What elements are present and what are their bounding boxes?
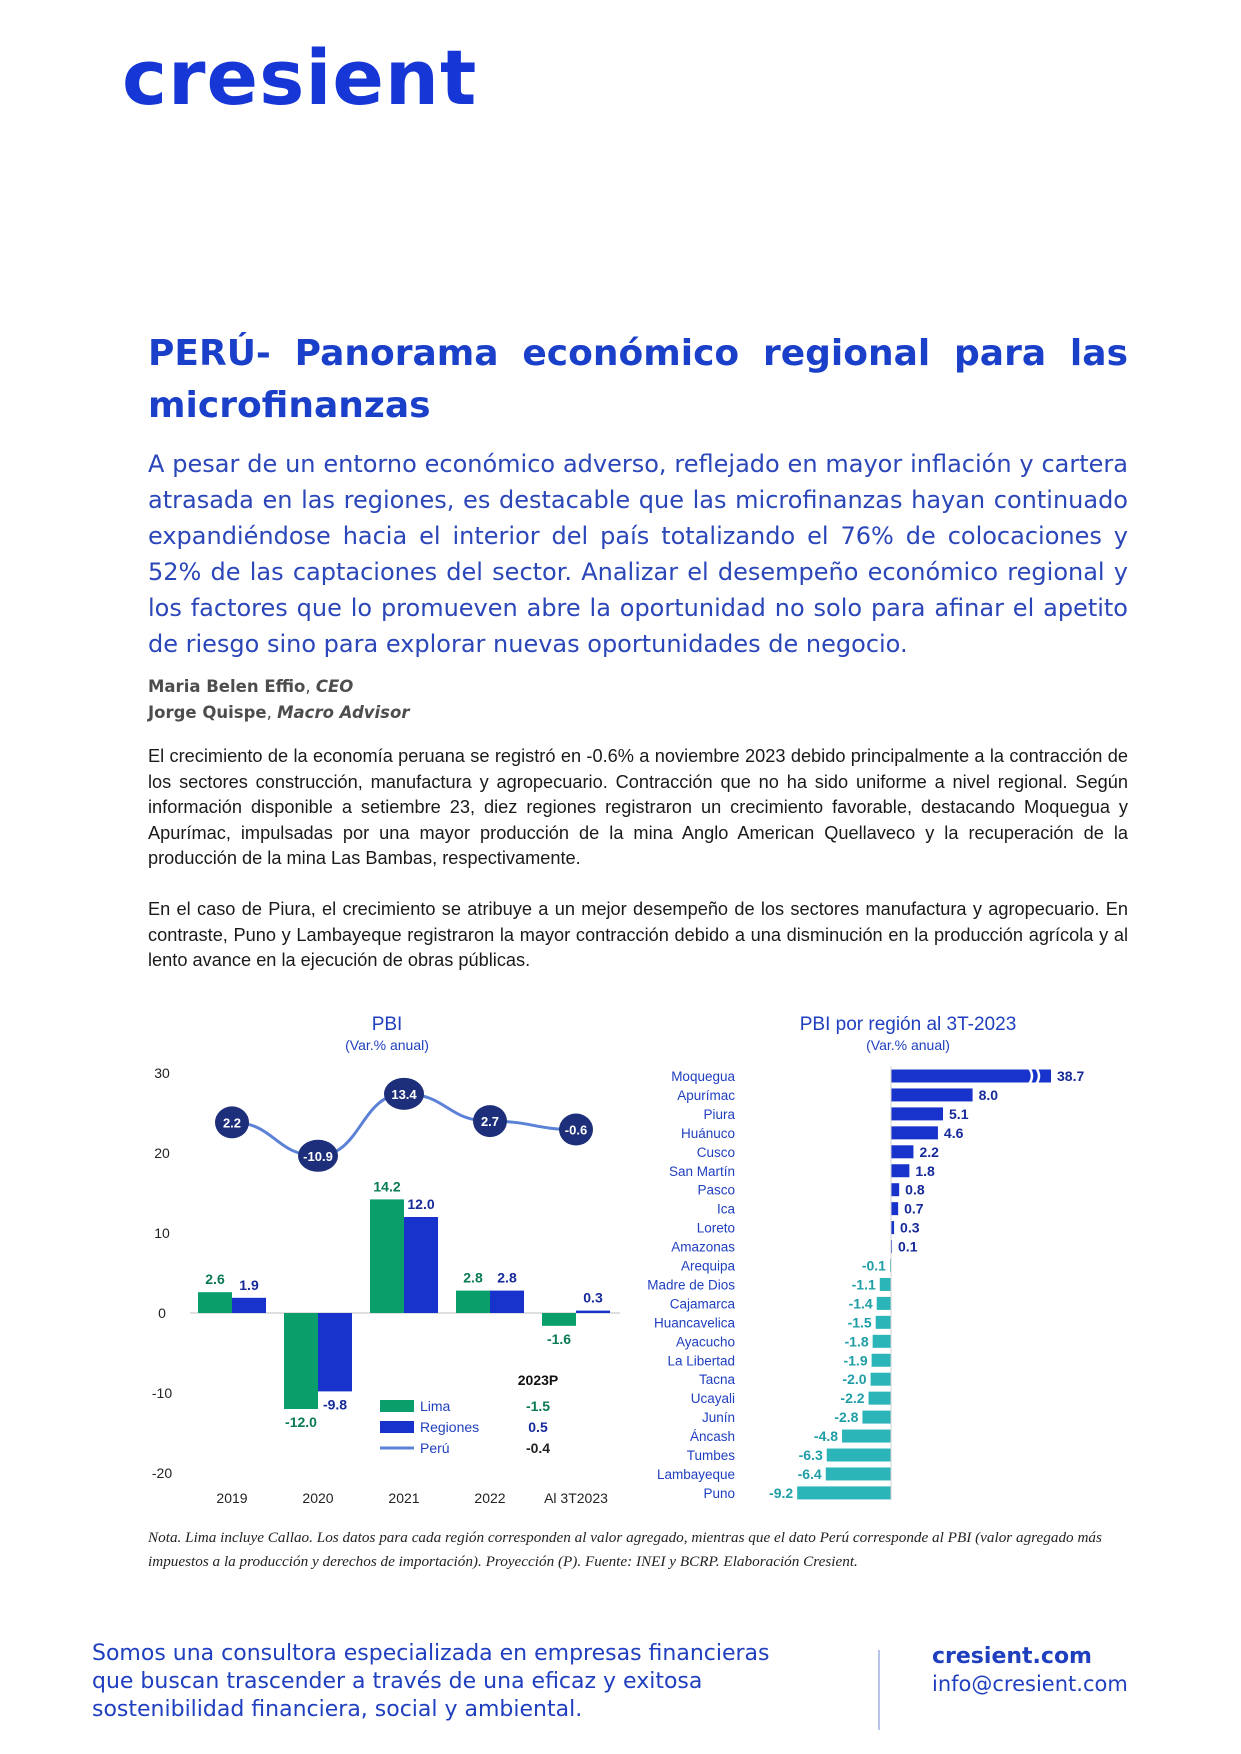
negative-bar: [826, 1467, 891, 1480]
footer-email-link[interactable]: info@cresient.com: [932, 1672, 1128, 1696]
region-label: San Martín: [668, 1163, 735, 1179]
author-role: CEO: [315, 677, 354, 696]
x-tick-label: 2022: [474, 1490, 506, 1506]
article-lead: A pesar de un entorno económico adverso, reflejado en mayor inflación y cartera atrasada en las regiones, es destacable que las microfinanzas hayan continuado expandiéndose hacia el interior del país totalizando el 76% de colocaciones y 52% de las captaciones del sector. Analizar el desempeño económico regional y los factores que lo promueven abre la oportunidad no solo para afinar el apetito de riesgo sino para explorar nuevas oportunidades de negocio.: [148, 450, 1128, 658]
y-tick-label: 0: [158, 1305, 166, 1321]
region-label: Moquegua: [671, 1069, 735, 1084]
region-data-label: 0.3: [900, 1219, 920, 1236]
positive-bar: [891, 1183, 899, 1196]
negative-bar: [871, 1373, 891, 1386]
regiones-data-label: -9.8: [322, 1396, 348, 1413]
author-name: Jorge Quispe: [148, 703, 267, 722]
peru-data-label: 2.2: [222, 1115, 242, 1131]
legend-value: -1.5: [525, 1398, 551, 1414]
lima-bar: [542, 1313, 576, 1326]
lima-bar: [198, 1292, 232, 1313]
positive-bar: [891, 1070, 1051, 1083]
region-label: Pasco: [697, 1182, 735, 1198]
chart-subtitle: (Var.% anual): [345, 1037, 429, 1053]
footer-website-link[interactable]: cresient.com: [932, 1644, 1092, 1669]
legend-swatch-lima: [380, 1400, 414, 1412]
region-label: Junín: [701, 1410, 735, 1426]
positive-bar: [891, 1164, 909, 1177]
region-label: Puno: [703, 1485, 735, 1501]
region-data-label: -1.4: [848, 1295, 873, 1312]
regiones-data-label: 2.8: [497, 1269, 517, 1286]
positive-bar: [891, 1088, 973, 1101]
regiones-bar: [404, 1217, 438, 1313]
negative-bar: [880, 1278, 891, 1291]
region-label: Ica: [716, 1201, 735, 1217]
regiones-bar: [490, 1291, 524, 1313]
region-label: Huánuco: [680, 1125, 735, 1141]
region-data-label: -6.3: [798, 1447, 823, 1463]
region-data-label: -2.0: [842, 1371, 867, 1388]
region-data-label: -6.4: [797, 1465, 822, 1482]
negative-bar: [869, 1392, 891, 1405]
region-label: Arequipa: [680, 1258, 735, 1274]
regiones-bar: [576, 1311, 610, 1313]
legend-value: 0.5: [528, 1419, 548, 1435]
negative-bar: [862, 1411, 891, 1424]
region-data-label: -1.9: [843, 1352, 868, 1369]
regional-pbi-chart: [640, 1000, 1120, 1520]
region-data-label: -1.1: [851, 1276, 876, 1293]
region-label: Amazonas: [671, 1239, 735, 1255]
negative-bar: [877, 1297, 891, 1310]
region-data-label: 0.1: [898, 1238, 918, 1255]
lima-bar: [284, 1313, 318, 1409]
body-paragraph-1: El crecimiento de la economía peruana se registró en -0.6% a noviembre 2023 debido principalmente a la contracción de los sectores construcción, manufactura y agropecuario. Contracción que no ha sido uniforme a nivel regional. Según información disponible a setiembre 23, diez regiones registraron un crecimiento favorable, destacando Moquegua y Apurímac, impulsadas por una mayor producción de la mina Anglo American Quellaveco y la recuperación de la producción de la mina Las Bambas, respectivamente.: [148, 746, 1128, 869]
region-data-label: 4.6: [943, 1124, 964, 1141]
chart-note: Nota. Lima incluye Callao. Los datos para cada región corresponden al valor agregado, mientras que el dato Perú corresponde al PBI (valor agregado más impuestos a la producción y derechos de importación). Proyección (P). Fuente: INEI y BCRP. Elaboración Cresient.: [148, 1529, 1102, 1570]
region-data-label: 8.0: [978, 1086, 999, 1103]
lima-data-label: 2.8: [463, 1269, 483, 1286]
lima-data-label: -1.6: [546, 1330, 572, 1347]
positive-bar: [891, 1145, 913, 1158]
peru-data-label: -10.9: [303, 1148, 333, 1164]
cresient-logo: cresient: [122, 33, 478, 122]
lima-data-label: 2.6: [205, 1271, 225, 1288]
positive-bar: [891, 1107, 943, 1120]
regiones-data-label: 1.9: [239, 1276, 259, 1293]
region-label: Madre de Dios: [647, 1277, 735, 1293]
footer-divider: [878, 1650, 880, 1730]
regiones-data-label: 12.0: [407, 1196, 435, 1212]
author-2: Jorge Quispe, Macro Advisor: [148, 703, 410, 722]
x-tick-label: 2021: [388, 1490, 420, 1506]
region-data-label: 2.2: [919, 1143, 939, 1160]
x-tick-label: 2019: [216, 1490, 248, 1506]
region-data-label: -1.8: [844, 1333, 869, 1350]
region-label: Lambayeque: [656, 1466, 735, 1482]
legend-header: 2023P: [517, 1372, 559, 1388]
region-label: Ayacucho: [675, 1334, 735, 1350]
y-tick-label: 30: [154, 1065, 170, 1081]
x-tick-label: Al 3T2023: [544, 1490, 608, 1506]
negative-bar: [876, 1316, 891, 1329]
chart-title: PBI: [371, 1014, 403, 1035]
legend-value: -0.4: [525, 1440, 551, 1456]
lima-data-label: 14.2: [373, 1178, 401, 1195]
region-data-label: -4.8: [813, 1428, 839, 1445]
positive-bar: [891, 1202, 898, 1215]
region-label: Apurímac: [677, 1087, 735, 1103]
negative-bar: [842, 1430, 891, 1443]
region-data-label: 38.7: [1057, 1068, 1085, 1084]
lima-bar: [370, 1199, 404, 1313]
region-data-label: 0.8: [905, 1181, 925, 1198]
y-tick-label: 20: [154, 1145, 170, 1161]
authors: [148, 674, 409, 726]
region-label: Cajamarca: [669, 1296, 735, 1312]
peru-data-label: 2.7: [480, 1114, 500, 1130]
lima-data-label: -12.0: [285, 1414, 317, 1430]
region-data-label: 0.7: [904, 1200, 924, 1217]
author-role: Macro Advisor: [277, 703, 410, 722]
chart-subtitle: (Var.% anual): [866, 1037, 950, 1053]
y-tick-label: 10: [154, 1225, 170, 1241]
author-name: Maria Belen Effio: [148, 677, 306, 696]
region-label: Ucayali: [690, 1391, 735, 1407]
peru-data-label: -0.6: [564, 1122, 588, 1138]
legend-label: Lima: [420, 1398, 451, 1414]
x-tick-label: 2020: [302, 1490, 334, 1506]
region-label: Huancavelica: [653, 1315, 735, 1331]
region-data-label: -9.2: [769, 1484, 794, 1501]
legend-label: Regiones: [420, 1419, 480, 1435]
region-data-label: -1.5: [847, 1314, 872, 1331]
region-label: Piura: [703, 1106, 735, 1122]
region-label: Tumbes: [686, 1448, 735, 1463]
body-paragraph-2: En el caso de Piura, el crecimiento se atribuye a un mejor desempeño de los sectores manufactura y agropecuario. En contraste, Puno y Lambayeque registraron la mayor contracción debido a una disminución en la producción agrícola y al lento avance en la ejecución de obras públicas.: [148, 899, 1128, 971]
region-label: Áncash: [689, 1429, 735, 1445]
peru-data-label: 13.4: [391, 1086, 417, 1102]
negative-bar: [797, 1486, 891, 1499]
positive-bar: [891, 1126, 938, 1139]
region-data-label: -0.1: [861, 1257, 886, 1274]
article-title: PERÚ- Panorama económico regional para las microfinanzas: [148, 333, 1128, 426]
y-tick-label: -10: [151, 1385, 173, 1401]
regiones-bar: [318, 1313, 352, 1391]
region-data-label: 5.1: [949, 1105, 969, 1122]
legend-label: Perú: [420, 1440, 450, 1456]
legend-swatch-regiones: [380, 1421, 414, 1433]
region-data-label: 1.8: [915, 1162, 935, 1179]
region-data-label: -2.8: [834, 1409, 859, 1426]
negative-bar: [872, 1354, 891, 1367]
region-label: Cusco: [696, 1144, 735, 1160]
negative-bar: [827, 1449, 891, 1462]
author-1: Maria Belen Effio, CEO: [148, 677, 354, 696]
lima-bar: [456, 1291, 490, 1313]
regiones-bar: [232, 1298, 266, 1313]
region-data-label: -2.2: [840, 1390, 865, 1407]
region-label: Tacna: [698, 1372, 735, 1388]
region-label: Loreto: [696, 1220, 735, 1236]
chart-title: PBI por región al 3T-2023: [799, 1014, 1017, 1035]
region-label: La Libertad: [667, 1353, 735, 1369]
negative-bar: [873, 1335, 891, 1348]
pbi-chart: [140, 1000, 640, 1520]
y-tick-label: -20: [151, 1465, 173, 1481]
footer-tagline: Somos una consultora especializada en empresas financieras que buscan trascender a través de una eficaz y exitosa sostenibilidad financiera, social y ambiental.: [92, 1641, 770, 1722]
regiones-data-label: 0.3: [583, 1289, 603, 1306]
